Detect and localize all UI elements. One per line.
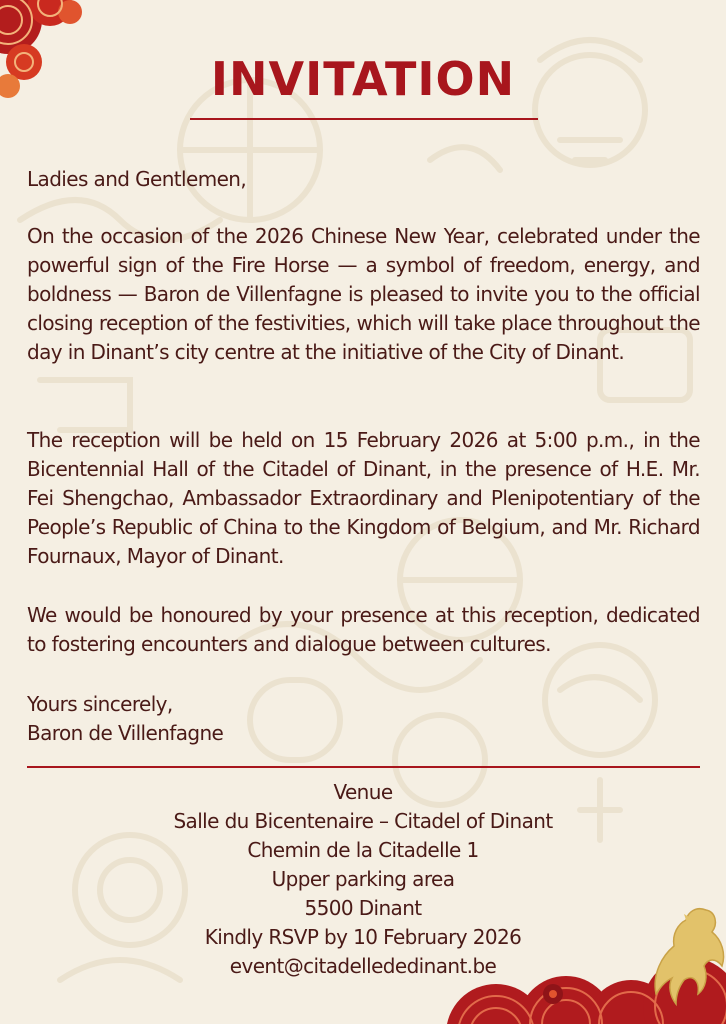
venue-parking: Upper parking area [271,867,455,891]
paragraph-honour: We would be honoured by your presence at this reception, dedicated to fostering encounters and dialogue between cultures. [27,603,700,656]
rsvp-email[interactable]: event@citadellededinant.be [229,954,497,978]
venue-block [0,778,726,981]
venue-hall: Salle du Bicentenaire – Citadel of Dinant [173,809,553,833]
venue-city: 5500 Dinant [304,896,422,920]
greeting: Ladies and Gentlemen, [27,167,247,191]
paragraph-occasion: On the occasion of the 2026 Chinese New Year, celebrated under the powerful sign of the Fire Horse — a symbol of freedom, energy, and boldness — Baron de Villenfagne is pleased to invite you to the official closing reception of the festivities, which will take place throughout the day in Dinant’s city centre at the initiative of the City of Dinant. [27,224,700,364]
signature-block [27,690,700,748]
venue-divider [27,766,700,768]
venue-street: Chemin de la Citadelle 1 [247,838,479,862]
venue-heading: Venue [333,780,393,804]
closing-salutation: Yours sincerely, [27,692,173,716]
signatory-name: Baron de Villenfagne [27,721,224,745]
rsvp-deadline: Kindly RSVP by 10 February 2026 [204,925,522,949]
title-underline [190,118,538,120]
paragraph-reception-details: The reception will be held on 15 February 2026 at 5:00 p.m., in the Bicentennial Hall of the Citadel of Dinant, in the presence of H.E. Mr. Fei Shengchao, Ambassador Extraordinary and Plenipotentiary of the People’s Republic of China to the Kingdom of Belgium, and Mr. Richard Fournaux, Mayor of Dinant. [27,428,700,568]
invitation-title: INVITATION [210,52,516,106]
